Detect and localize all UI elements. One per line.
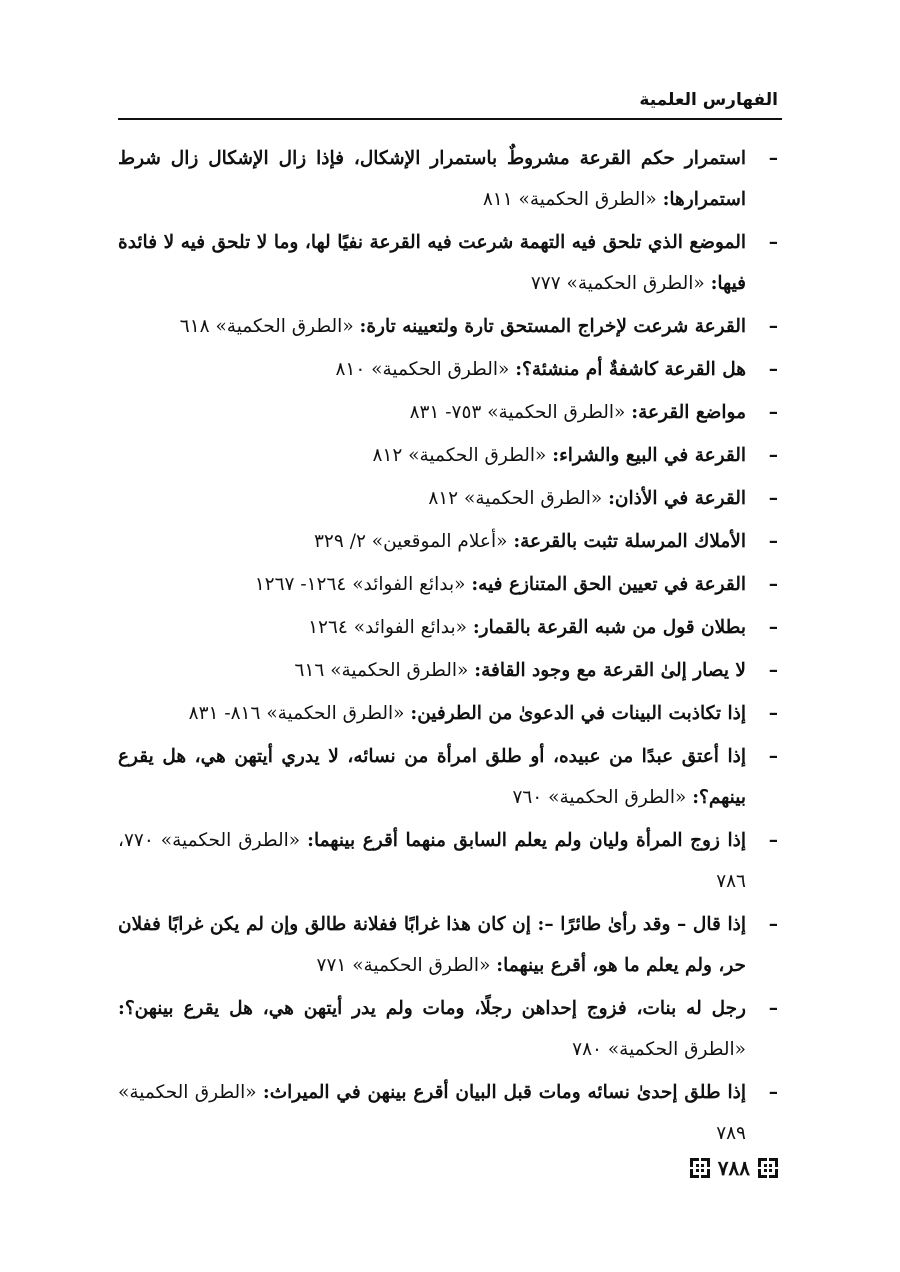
entry-source: «الطرق الحكمية» ٧٥٣- ٨٣١ [409,402,626,423]
entry-bullet: – [768,830,778,851]
entry-source: «الطرق الحكمية» ٧٨٩ [118,1082,746,1144]
page-number: ٧٨٨ [717,1156,750,1180]
index-entry [118,478,778,519]
entry-bullet: – [768,914,778,935]
header-divider [118,118,782,120]
index-entry [118,222,778,304]
entry-source: «الطرق الحكمية» ٦١٦ [294,660,469,681]
entry-bullet: – [768,316,778,337]
index-entry [118,435,778,476]
entry-text: الموضع الذي تلحق فيه التهمة شرعت فيه القرعة نفيًا لها، وما لا تلحق فيه لا فائدة فيها: [118,232,746,294]
entry-source: «أعلام الموقعين» ٢/ ٣٢٩ [314,531,508,552]
index-entry [118,607,778,648]
entry-source: «الطرق الحكمية» ٨١٢ [372,445,547,466]
entry-text: لا يصار إلىٰ القرعة مع وجود القافة: [474,660,746,681]
running-header: الفهارس العلمية [639,90,778,110]
entry-bullet: – [768,402,778,423]
entry-text: القرعة في الأذان: [608,488,746,509]
entry-text: رجل له بنات، فزوج إحداهن رجلًا، ومات ولم يدر أيتهن هي، هل يقرع بينهن؟: [118,998,746,1019]
index-entries [118,138,778,1156]
index-entry [118,650,778,691]
entry-bullet: – [768,746,778,767]
entry-text: إذا زوج المرأة وليان ولم يعلم السابق منهما أقرع بينهما: [307,830,746,851]
entry-source: «الطرق الحكمية» ٧٧١ [316,955,491,976]
entry-text: استمرار حكم القرعة مشروطٌ باستمرار الإشكال، فإذا زال الإشكال زال شرط استمرارها: [118,148,746,210]
index-entry [118,988,778,1070]
entry-source: «الطرق الحكمية» ٧٧٧ [530,273,705,294]
entry-source: «بدائع الفوائد» ١٢٦٤ [308,617,467,638]
index-entry [118,564,778,605]
entry-bullet: – [768,574,778,595]
entry-bullet: – [768,1082,778,1103]
entry-text: إذا قال – وقد رأىٰ طائرًا –: إن كان هذا غرابًا ففلانة طالق وإن لم يكن غرابًا ففلان حر، ولم يعلم ما هو، أقرع بينهما: [118,914,746,976]
entry-text: مواضع القرعة: [631,402,746,423]
entry-text: هل القرعة كاشفةٌ أم منشئة؟: [515,359,746,380]
entry-source: «الطرق الحكمية» ٨١٠ [335,359,510,380]
entry-bullet: – [768,445,778,466]
entry-source: «الطرق الحكمية» ٦١٨ [179,316,354,337]
index-entry [118,306,778,347]
index-entry [118,138,778,220]
ornament-icon [758,1158,778,1178]
ornament-icon [690,1158,710,1178]
entry-bullet: – [768,660,778,681]
entry-bullet: – [768,531,778,552]
entry-text: القرعة شرعت لإخراج المستحق تارة ولتعيينه تارة: [359,316,746,337]
index-entry [118,693,778,734]
entry-text: إذا طلق إحدىٰ نسائه ومات قبل البيان أقرع بينهن في الميراث: [262,1082,746,1103]
entry-bullet: – [768,232,778,253]
index-entry [118,1072,778,1154]
entry-source: «الطرق الحكمية» ٨١١ [482,189,657,210]
entry-bullet: – [768,488,778,509]
entry-source: «بدائع الفوائد» ١٢٦٤- ١٢٦٧ [254,574,466,595]
entry-text: القرعة في البيع والشراء: [552,445,746,466]
entry-text: إذا أعتق عبدًا من عبيده، أو طلق امرأة من نسائه، لا يدري أيتهن هي، هل يقرع بينهم؟: [118,746,746,808]
entry-bullet: – [768,359,778,380]
index-entry [118,820,778,902]
entry-bullet: – [768,703,778,724]
index-entry [118,904,778,986]
entry-source: «الطرق الحكمية» ٨١٦- ٨٣١ [188,703,405,724]
entry-source: «الطرق الحكمية» ٧٨٠ [572,1039,746,1060]
entry-text: القرعة في تعيين الحق المتنازع فيه: [471,574,746,595]
index-entry [118,736,778,818]
entry-bullet: – [768,617,778,638]
entry-source: «الطرق الحكمية» ٧٦٠ [512,787,687,808]
entry-bullet: – [768,148,778,169]
entry-text: إذا تكاذبت البينات في الدعوىٰ من الطرفين: [410,703,746,724]
entry-source: «الطرق الحكمية» ٨١٢ [428,488,603,509]
page-footer [690,1156,778,1180]
entry-source: «الطرق الحكمية» ٧٧٠، ٧٨٦ [118,830,746,892]
entry-bullet: – [768,998,778,1019]
index-entry [118,349,778,390]
index-entry [118,392,778,433]
entry-text: الأملاك المرسلة تثبت بالقرعة: [513,531,746,552]
entry-text: بطلان قول من شبه القرعة بالقمار: [472,617,746,638]
index-entry [118,521,778,562]
